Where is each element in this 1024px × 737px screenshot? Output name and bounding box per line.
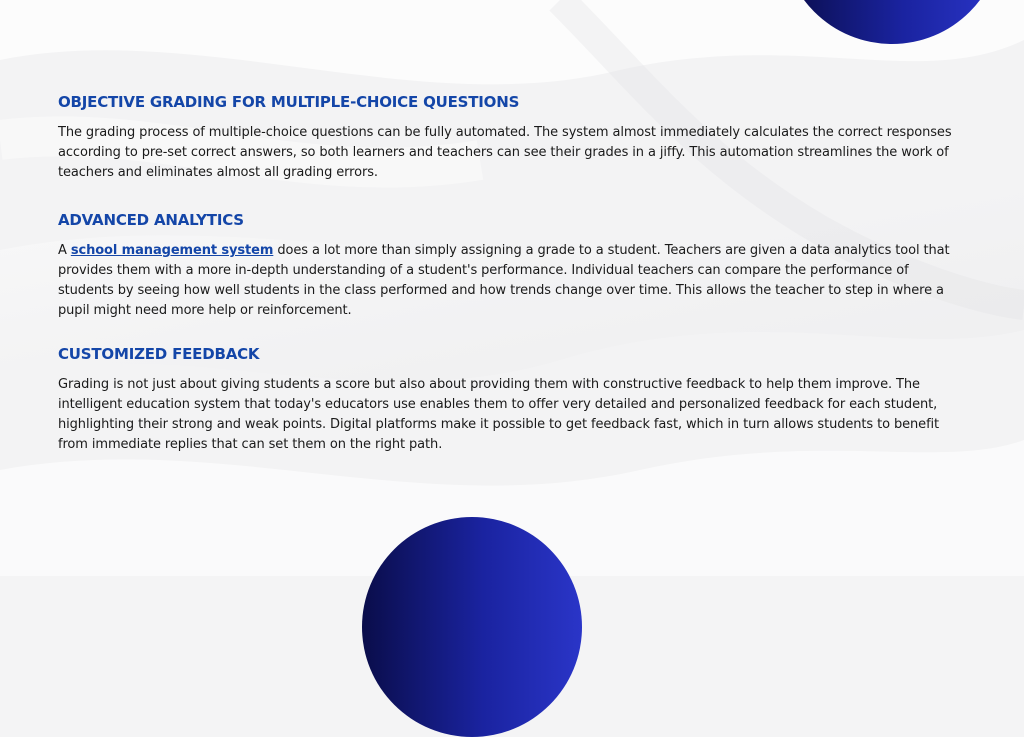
- section-body: The grading process of multiple-choice questions can be fully automated. The system almost immediately calculates the correct responses according to pre-set correct answers, so both learners and teachers can see their grades in a jiffy. This automation streamlines the work of teachers and eliminates almost all grading errors.: [58, 125, 952, 180]
- section-advanced-analytics: [58, 209, 958, 321]
- section-title: CUSTOMIZED FEEDBACK: [58, 345, 260, 363]
- decorative-circle-bottom: [362, 517, 582, 737]
- body-prefix: A: [58, 243, 71, 258]
- body-suffix: does a lot more than simply assigning a grade to a student. Teachers are given a data analytics tool that provides them with a more in-depth understanding of a student's performance. Individual teachers can compare the performance of students by seeing how well students in the class performed and how trends change over time. This allows the teacher to step in where a pupil might need more help or reinforcement.: [58, 243, 950, 318]
- section-objective-grading: [58, 91, 958, 183]
- section-body: Grading is not just about giving students a score but also about providing them with constructive feedback to help them improve. The intelligent education system that today's educators use enables them to offer very detailed and personalized feedback for each student, highlighting their strong and weak points. Digital platforms make it possible to get feedback fast, which in turn allows students to benefit from immediate replies that can set them on the right path.: [58, 377, 940, 452]
- section-body: [58, 241, 958, 321]
- section-title: OBJECTIVE GRADING FOR MULTIPLE-CHOICE QUESTIONS: [58, 93, 520, 111]
- main-content: [58, 91, 958, 455]
- section-customized-feedback: [58, 343, 958, 455]
- school-management-system-link[interactable]: school management system: [70, 243, 274, 258]
- section-title: ADVANCED ANALYTICS: [58, 211, 244, 229]
